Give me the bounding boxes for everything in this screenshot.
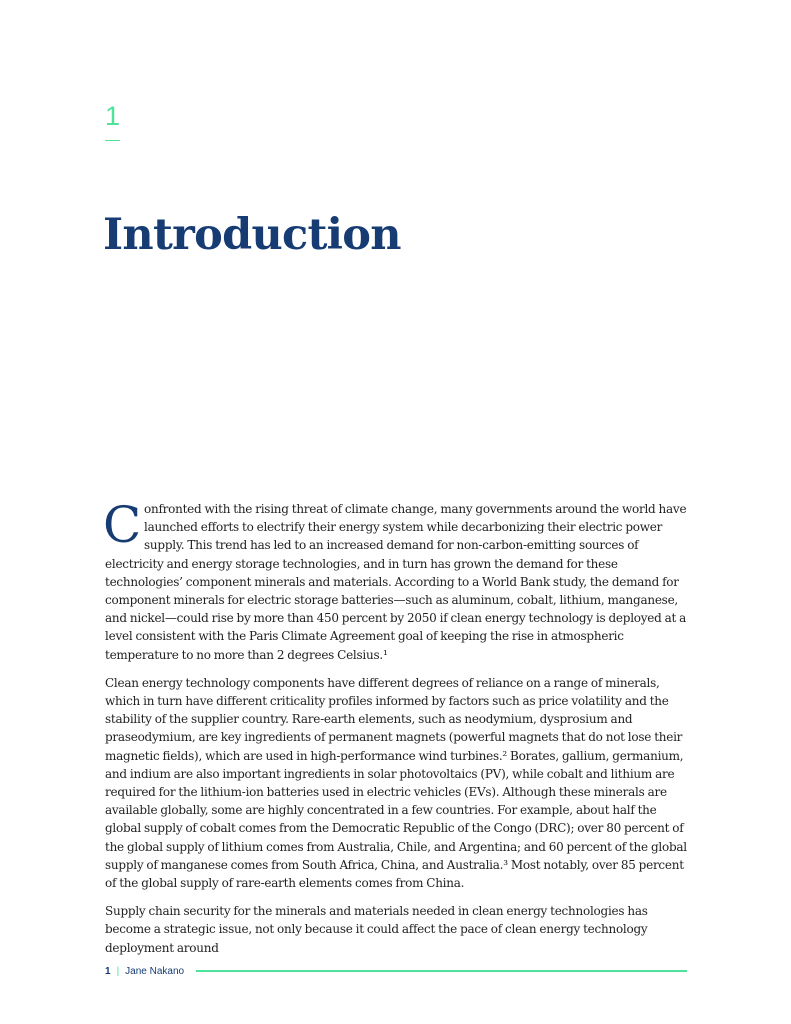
- body-text: [103, 496, 690, 967]
- drop-cap: C: [103, 496, 142, 554]
- chapter-title: Introduction: [103, 210, 401, 260]
- paragraph-2: Clean energy technology components have different degrees of reliance on a range of minerals, which in turn have different criticality profiles informed by factors such as price volatility and the stability of the supplier country. Rare-earth elements, such as neodymium, dysprosium and praseodymium, are key ingredients of permanent magnets (powerful magnets that do not lose their magnetic fields), which are used in high-performance wind turbines.² Borates, gallium, germanium, and indium are also important ingredients in solar photovoltaics (PV), while cobalt and lithium are required for the lithium-ion batteries used in electric vehicles (EVs). Although these minerals are available globally, some are highly concentrated in a few countries. For example, about half the global supply of cobalt comes from the Democratic Republic of the Congo (DRC); over 80 percent of the global supply of lithium comes from Australia, Chile, and Argentina; and 60 percent of the global supply of manganese comes from South Africa, China, and Australia.³ Most notably, over 85 percent of the global supply of rare-earth elements comes from China.: [105, 675, 687, 891]
- paragraph-3: Supply chain security for the minerals and materials needed in clean energy technologies has become a strategic issue, not only because it could affect the pace of clean energy technology deployment around: [105, 904, 648, 955]
- footer-separator: |: [116, 965, 120, 977]
- paragraph-1: [103, 496, 690, 664]
- page-footer: [105, 963, 687, 979]
- chapter-number-underline: [105, 140, 120, 141]
- footer-page-number: 1: [105, 965, 111, 977]
- footer-author: Jane Nakano: [125, 965, 185, 977]
- paragraph-1-text: onfronted with the rising threat of climate change, many governments around the world have launched efforts to electrify their energy system while decarbonizing their electric power supply. This trend has led to an increased demand for non-carbon-emitting sources of electricity and energy storage technologies, and in turn has grown the demand for these technologies’ component minerals and materials. According to a World Bank study, the demand for component minerals for electric storage batteries—such as aluminum, cobalt, lithium, manganese, and nickel—could rise by more than 450 percent by 2050 if clean energy technology is deployed at a level consistent with the Paris Climate Agreement goal of keeping the rise in atmospheric temperature to no more than 2 degrees Celsius.¹: [105, 502, 687, 662]
- footer-rule: [196, 970, 687, 972]
- chapter-number: 1: [105, 101, 121, 131]
